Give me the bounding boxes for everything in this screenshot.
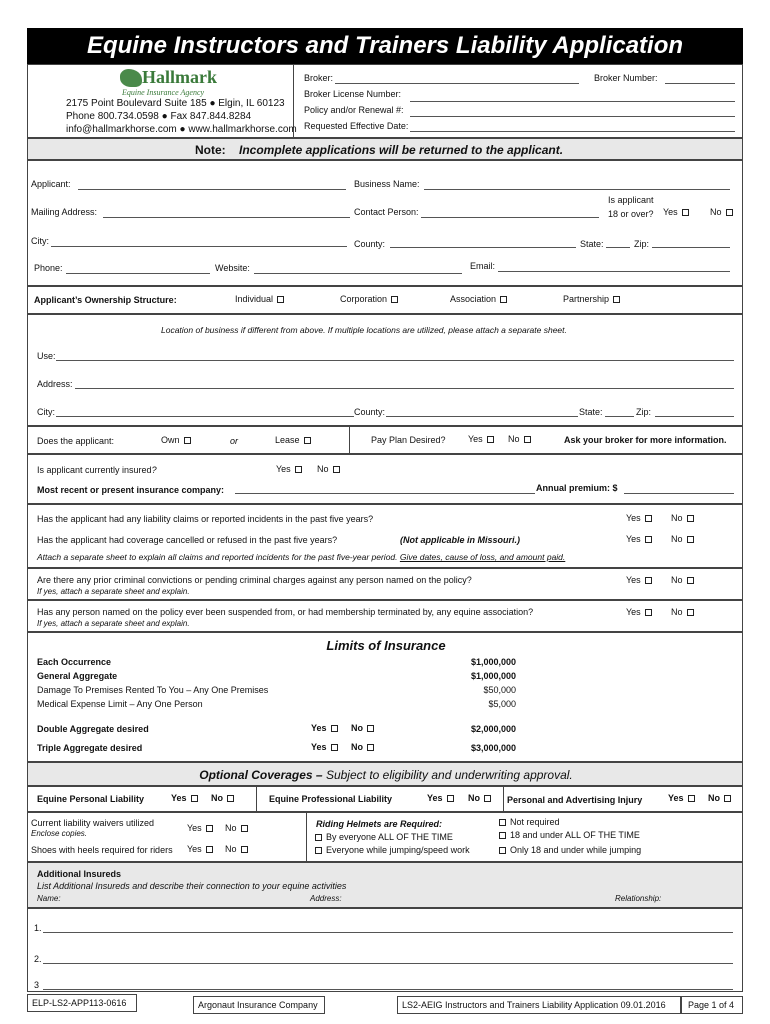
personal-no-label: No [211,793,223,803]
adult-yes[interactable] [663,207,689,217]
helmet-jumping-checkbox[interactable] [315,847,322,854]
applicant-label: Applicant: [31,179,71,189]
suspended-yes-label: Yes [626,607,641,617]
double-yes[interactable] [311,723,338,733]
optional-coverage-row [27,786,743,812]
individual-checkbox[interactable] [277,296,284,303]
limit-aggregate-value: $1,000,000 [470,671,516,681]
helmet-not-required-checkbox[interactable] [499,819,506,826]
double-aggregate-label: Double Aggregate desired [37,724,149,734]
individual-option[interactable] [235,294,284,304]
claims-section [27,504,743,568]
helmet-everyone-label: By everyone ALL OF THE TIME [326,832,453,842]
payplan-yes[interactable] [468,434,494,444]
helmet-u18[interactable] [499,830,640,840]
suspended-yes-checkbox[interactable] [645,609,652,616]
limit-damage-value: $50,000 [483,685,516,695]
professional-no-checkbox[interactable] [484,795,491,802]
insured-3-field[interactable] [43,989,733,990]
criminal-no-checkbox[interactable] [687,577,694,584]
use-label: Use: [37,351,56,361]
broker-number-label: Broker Number: [594,73,658,83]
association-option[interactable] [450,294,507,304]
logo-sub: Equine Insurance Agency [122,88,205,97]
insured-no-checkbox[interactable] [333,466,340,473]
license-label: Broker License Number: [304,89,402,99]
shoes-no-checkbox[interactable] [241,846,248,853]
advertising-injury-label: Personal and Advertising Injury [507,795,643,805]
waivers-divider [306,813,307,861]
double-no-label: No [351,723,363,733]
own-option[interactable] [161,435,191,445]
helmet-jumping[interactable] [315,845,470,855]
waivers-label: Current liability waivers utilized [31,818,155,828]
triple-no[interactable] [351,742,374,752]
suspended-no[interactable] [671,607,694,617]
phone-label: Phone: [34,263,63,273]
claims-yes[interactable] [626,513,652,523]
broker-block [295,65,742,137]
waivers-yes-label: Yes [187,823,202,833]
advertising-yes-label: Yes [668,793,684,803]
ownlease-divider [349,427,350,453]
state-field[interactable] [606,247,630,248]
corporation-checkbox[interactable] [391,296,398,303]
contact-field[interactable] [421,217,599,218]
personal-liability-label: Equine Personal Liability [37,794,145,804]
professional-yes-label: Yes [427,793,443,803]
payplan-yes-label: Yes [468,434,483,444]
criminal-section [27,568,743,600]
or-label: or [230,436,239,446]
loc-city-field[interactable] [56,416,354,417]
helmet-u18-checkbox[interactable] [499,832,506,839]
mailing-field[interactable] [103,217,350,218]
helmet-only18-label: Only 18 and under while jumping [510,845,642,855]
own-checkbox[interactable] [184,437,191,444]
agency-phone: Phone 800.734.0598 ● Fax 847.844.8284 [66,111,252,122]
helmet-only18[interactable] [499,845,641,855]
eighteen-label: 18 or over? [608,209,654,219]
limits-section [27,632,743,762]
double-no[interactable] [351,723,374,733]
personal-no[interactable] [211,793,234,803]
advertising-yes[interactable] [668,793,695,803]
optional-divider-2 [503,787,504,811]
professional-no-label: No [468,793,480,803]
footer-company: Argonaut Insurance Company [198,1000,318,1010]
enclose-copies-label: Enclose copies. [31,829,88,838]
business-name-label: Business Name: [354,179,420,189]
limit-each-value: $1,000,000 [470,657,516,667]
footer-code: ELP-LS2-APP113-0616 [32,998,127,1008]
double-aggregate-value: $2,000,000 [470,724,516,734]
helmet-not-required-label: Not required [510,817,560,827]
optional-divider-1 [256,787,257,811]
insured-yes[interactable] [276,464,302,474]
shoes-no[interactable] [225,844,248,854]
currently-insured-label [37,465,157,475]
limit-medical-value: $5,000 [488,699,516,709]
note-label: Note: [195,143,226,157]
waivers-no-label: No [225,823,237,833]
city-label: City: [31,236,49,246]
payplan-no-label: No [508,434,520,444]
limit-damage-label: Damage To Premises Rented To You – Any One Premises [37,685,269,695]
email-label: Email: [470,261,496,271]
criminal-yes-label: Yes [626,575,641,585]
helmet-not-required[interactable] [499,817,560,827]
insured-no[interactable] [317,464,340,474]
shoes-yes[interactable] [187,844,213,854]
personal-yes-label: Yes [171,793,187,803]
corporation-label: Corporation [340,294,388,304]
criminal-no-label: No [671,575,683,585]
advertising-no-checkbox[interactable] [724,795,731,802]
helmet-everyone-checkbox[interactable] [315,834,322,841]
loc-zip-field[interactable] [655,416,734,417]
loc-state-label: State: [579,407,603,417]
claims-no-checkbox[interactable] [687,515,694,522]
triple-no-checkbox[interactable] [367,744,374,751]
helmets-label: Riding Helmets are Required: [316,819,443,829]
claims-no-label: No [671,513,683,523]
shoes-yes-label: Yes [187,844,202,854]
professional-yes[interactable] [427,793,454,803]
agency-block [28,65,297,137]
adult-no[interactable] [710,207,733,217]
horse-icon [120,69,142,87]
state-label: State: [580,239,604,249]
recent-company-field[interactable] [235,493,535,494]
professional-yes-checkbox[interactable] [447,795,454,802]
corporation-option[interactable] [340,294,398,304]
business-name-field[interactable] [424,189,730,190]
waivers-yes-checkbox[interactable] [206,825,213,832]
website-label: Website: [215,263,250,273]
cancelled-yes[interactable] [626,534,652,544]
pay-plan-label: Pay Plan Desired? [371,435,446,445]
suspended-note: If yes, attach a separate sheet and explain. [37,619,190,628]
policy-label: Policy and/or Renewal #: [304,105,404,115]
col-relationship-label: Relationship: [615,894,662,903]
criminal-note: If yes, attach a separate sheet and explain. [37,587,190,596]
annual-premium-field[interactable] [624,493,734,494]
suspended-section [27,600,743,632]
optional-heading-bold: Optional Coverages – [199,768,323,782]
loc-address-field[interactable] [75,388,734,389]
hallmark-logo [120,67,217,97]
optional-heading-rest: Subject to eligibility and underwriting approval. [325,768,573,782]
advertising-no-label: No [708,793,720,803]
helmet-only18-checkbox[interactable] [499,847,506,854]
waivers-no[interactable] [225,823,248,833]
currently-insured-qmark: ? [151,465,157,475]
additional-heading: Additional Insureds [37,869,122,879]
note-bar [27,138,743,160]
cancelled-no-checkbox[interactable] [687,536,694,543]
ownership-section [27,286,743,314]
optional-heading [28,768,744,782]
waivers-yes[interactable] [187,823,213,833]
effective-field[interactable] [410,131,735,132]
professional-liability-label: Equine Professional Liability [269,794,393,804]
loc-address-label: Address: [37,379,73,389]
personal-yes[interactable] [171,793,198,803]
personal-no-checkbox[interactable] [227,795,234,802]
mailing-label: Mailing Address: [31,207,98,217]
cancelled-no-label: No [671,534,683,544]
phone-field[interactable] [66,273,210,274]
agency-web: info@hallmarkhorse.com ● www.hallmarkhorse.com [66,124,297,135]
insured-1-field[interactable] [43,932,733,933]
footer-form: LS2-AEIG Instructors and Trainers Liability Application 09.01.2016 [402,1000,666,1010]
payplan-no[interactable] [508,434,531,444]
adult-yes-checkbox[interactable] [682,209,689,216]
additional-insureds-list [27,908,743,992]
broker-number-field[interactable] [665,83,735,84]
shoes-label: Shoes with heels required for riders [31,845,173,855]
cancelled-no[interactable] [671,534,694,544]
criminal-question: Are there any prior criminal convictions or pending criminal charges against any person named on the policy? [37,575,472,585]
ownlease-section [27,426,743,454]
note-text: Incomplete applications will be returned to the applicant. [239,143,564,157]
footer-company-box [193,996,325,1014]
is-applicant-label: Is applicant [608,195,654,205]
triple-yes-label: Yes [311,742,327,752]
loc-state-field[interactable] [605,416,634,417]
optional-coverages-bar [27,762,743,786]
double-no-checkbox[interactable] [367,725,374,732]
zip-field[interactable] [652,247,730,248]
partnership-checkbox[interactable] [613,296,620,303]
insured-1-number: 1. [34,923,42,933]
association-checkbox[interactable] [500,296,507,303]
applicant-field[interactable] [78,189,346,190]
ownership-label: Applicant’s Ownership Structure: [34,295,177,305]
attach-claims-detail: Give dates, cause of loss, and amount paid. [399,552,566,562]
applicant-section [27,160,743,286]
individual-label: Individual [235,294,274,304]
triple-yes[interactable] [311,742,338,752]
helmet-jumping-label: Everyone while jumping/speed work [326,845,470,855]
insured-no-label: No [317,464,329,474]
zip-label: Zip: [634,239,650,249]
shoes-yes-checkbox[interactable] [206,846,213,853]
claims-no[interactable] [671,513,694,523]
helmet-u18-label: 18 and under ALL OF THE TIME [510,830,640,840]
footer-code-box [27,994,137,1012]
website-field[interactable] [254,273,462,274]
claims-yes-label: Yes [626,513,641,523]
own-label: Own [161,435,180,445]
footer-page: Page 1 of 4 [688,1000,735,1010]
payplan-yes-checkbox[interactable] [487,436,494,443]
footer-page-box [681,996,743,1014]
waivers-section [27,812,743,862]
county-label: County: [354,239,386,249]
missouri-note: (Not applicable in Missouri.) [400,535,521,545]
partnership-option[interactable] [563,294,620,304]
insured-section [27,454,743,504]
email-field[interactable] [498,271,730,272]
claims-yes-checkbox[interactable] [645,515,652,522]
recent-company-label: Most recent or present insurance company: [37,485,225,495]
ask-broker-text: Ask your broker for more information. [564,435,727,445]
county-field[interactable] [390,247,576,248]
suspended-question: Has any person named on the policy ever been suspended from, or had membership terminated by, any equine association? [37,607,534,617]
currently-insured-text: Is applicant currently insured [37,465,152,475]
limits-heading: Limits of Insurance [326,638,446,653]
use-field[interactable] [56,360,734,361]
waivers-no-checkbox[interactable] [241,825,248,832]
additional-insureds-header [27,862,743,908]
double-yes-checkbox[interactable] [331,725,338,732]
limit-aggregate-label: General Aggregate [37,671,118,681]
suspended-no-checkbox[interactable] [687,609,694,616]
agency-address: 2175 Point Boulevard Suite 185 ● Elgin, IL 60123 [66,98,285,109]
logo-name: Hallmark [142,67,217,87]
insured-2-field[interactable] [43,963,733,964]
criminal-no[interactable] [671,575,694,585]
page-title: Equine Instructors and Trainers Liability Application [27,28,743,64]
does-applicant-label: Does the applicant: [37,436,115,446]
claims-question: Has the applicant had any liability claims or reported incidents in the past five years? [37,514,374,524]
insured-2-number: 2. [34,954,42,964]
insured-yes-checkbox[interactable] [295,466,302,473]
adult-no-checkbox[interactable] [726,209,733,216]
limit-medical-label: Medical Expense Limit – Any One Person [37,699,203,709]
loc-county-field[interactable] [386,416,578,417]
double-yes-label: Yes [311,723,327,733]
suspended-no-label: No [671,607,683,617]
location-note: Location of business if different from above. If multiple locations are utilized, please attach a separate sheet. [161,325,567,335]
lease-checkbox[interactable] [304,437,311,444]
effective-label: Requested Effective Date: [304,121,409,131]
insured-3-number: 3 [34,980,40,990]
partnership-label: Partnership [563,294,610,304]
loc-zip-label: Zip: [636,407,652,417]
cancelled-yes-label: Yes [626,534,641,544]
policy-field[interactable] [410,116,735,117]
insured-yes-label: Yes [276,464,291,474]
personal-yes-checkbox[interactable] [191,795,198,802]
payplan-no-checkbox[interactable] [524,436,531,443]
association-label: Association [450,294,497,304]
triple-aggregate-label: Triple Aggregate desired [37,743,143,753]
advertising-no[interactable] [708,793,731,803]
loc-county-label: County: [354,407,386,417]
adult-no-label: No [710,207,722,217]
license-field[interactable] [410,101,735,102]
footer-form-box [397,996,681,1014]
shoes-no-label: No [225,844,237,854]
col-name-label: Name: [37,894,61,903]
cancelled-question: Has the applicant had coverage cancelled or refused in the past five years? [37,535,338,545]
broker-field[interactable] [335,83,579,84]
attach-claims-note [37,552,565,562]
col-address-label: Address: [310,894,342,903]
loc-city-label: City: [37,407,55,417]
triple-no-label: No [351,742,363,752]
lease-label: Lease [275,435,300,445]
professional-no[interactable] [468,793,491,803]
broker-label: Broker: [304,73,334,83]
criminal-yes[interactable] [626,575,652,585]
location-section [27,314,743,426]
helmet-everyone[interactable] [315,832,453,842]
city-field[interactable] [51,246,347,247]
triple-yes-checkbox[interactable] [331,744,338,751]
criminal-yes-checkbox[interactable] [645,577,652,584]
suspended-yes[interactable] [626,607,652,617]
advertising-yes-checkbox[interactable] [688,795,695,802]
triple-aggregate-value: $3,000,000 [470,743,516,753]
contact-label: Contact Person: [354,207,419,217]
attach-claims-text: Attach a separate sheet to explain all claims and reported incidents for the past five-year period. [37,552,398,562]
lease-option[interactable] [275,435,311,445]
cancelled-yes-checkbox[interactable] [645,536,652,543]
adult-yes-label: Yes [663,207,678,217]
additional-desc: List Additional Insureds and describe their connection to your equine activities [37,881,347,891]
limit-each-label: Each Occurrence [37,657,112,667]
annual-premium-label: Annual premium: $ [536,483,618,493]
